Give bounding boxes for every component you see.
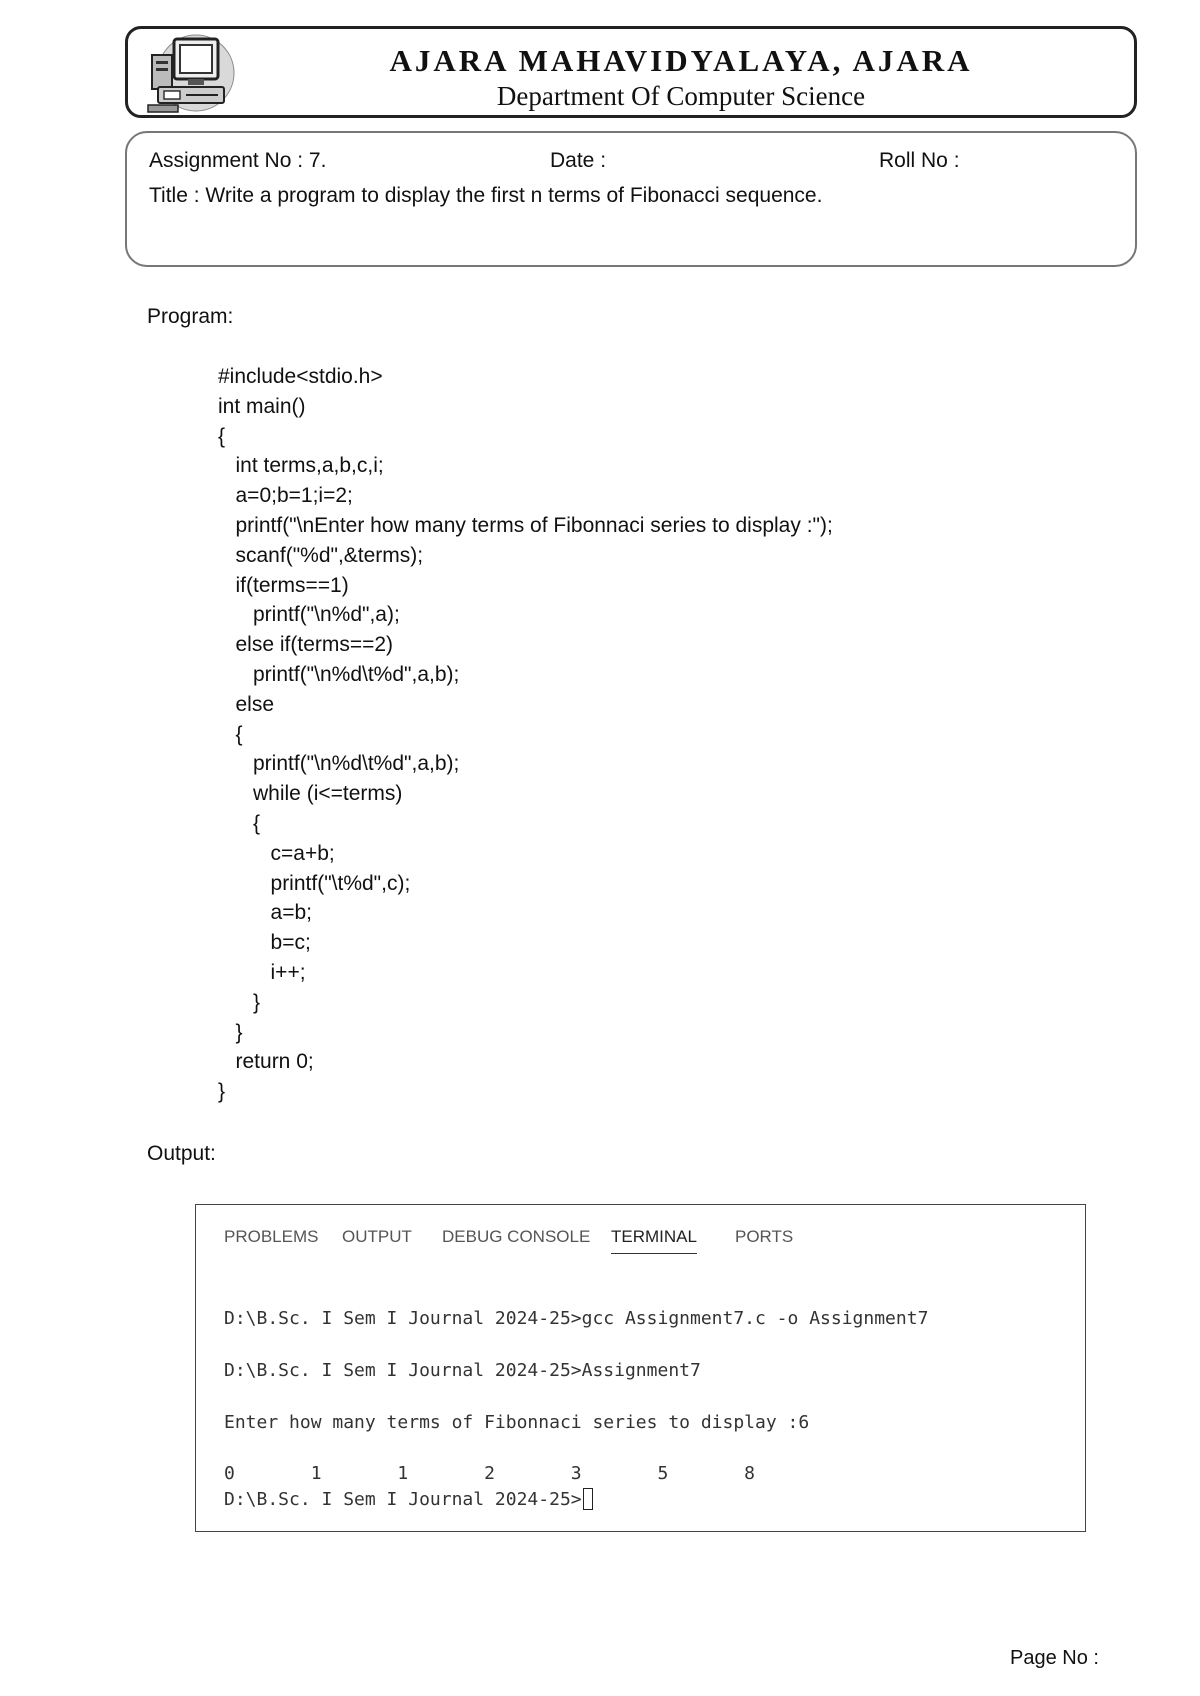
page-number-label: Page No : <box>1010 1647 1099 1669</box>
assignment-number: Assignment No : 7. <box>149 149 327 172</box>
terminal-line: D:\B.Sc. I Sem I Journal 2024-25>Assignment7 <box>224 1360 701 1381</box>
date-label: Date : <box>550 149 607 172</box>
terminal-line: D:\B.Sc. I Sem I Journal 2024-25>gcc Assignment7.c -o Assignment7 <box>224 1308 929 1329</box>
program-label: Program: <box>147 305 234 328</box>
department-name: Department Of Computer Science <box>496 81 866 111</box>
output-label: Output: <box>147 1142 216 1165</box>
program-code: #include<stdio.h> int main() { int terms,a,b,c,i; a=0;b=1;i=2; printf("\nEnter how many terms of Fibonnaci series to display :"); scanf("%d",&terms); if(terms==1) printf("\n%d",a); else if(terms==2) printf("\n%d\t%d",a,b); else { printf("\n%d\t%d",a,b); while (i<=terms) { c=a+b; printf("\t%d",c); a=b; b=c; i++; } } return 0; } <box>218 365 833 1104</box>
assignment-info-box <box>125 131 1137 267</box>
terminal-panel <box>195 1204 1086 1532</box>
terminal-line: Enter how many terms of Fibonnaci series to display :6 <box>224 1412 810 1433</box>
header-box <box>125 26 1137 118</box>
terminal-prompt: D:\B.Sc. I Sem I Journal 2024-25> <box>224 1489 582 1510</box>
tab-problems[interactable]: PROBLEMS <box>224 1227 319 1246</box>
terminal-cursor <box>583 1488 593 1510</box>
roll-number-label: Roll No : <box>879 149 960 172</box>
tab-terminal[interactable]: TERMINAL <box>611 1227 697 1254</box>
tab-output[interactable]: OUTPUT <box>342 1227 412 1246</box>
terminal-line: 0 1 1 2 3 5 8 <box>224 1463 756 1484</box>
assignment-title: Title : Write a program to display the first n terms of Fibonacci sequence. <box>149 184 823 207</box>
tab-debug-console[interactable]: DEBUG CONSOLE <box>442 1227 591 1246</box>
terminal-prompt-line[interactable] <box>224 1488 593 1510</box>
college-name: AJARA MAHAVIDYALAYA, AJARA <box>389 43 973 78</box>
tab-ports[interactable]: PORTS <box>735 1227 794 1246</box>
